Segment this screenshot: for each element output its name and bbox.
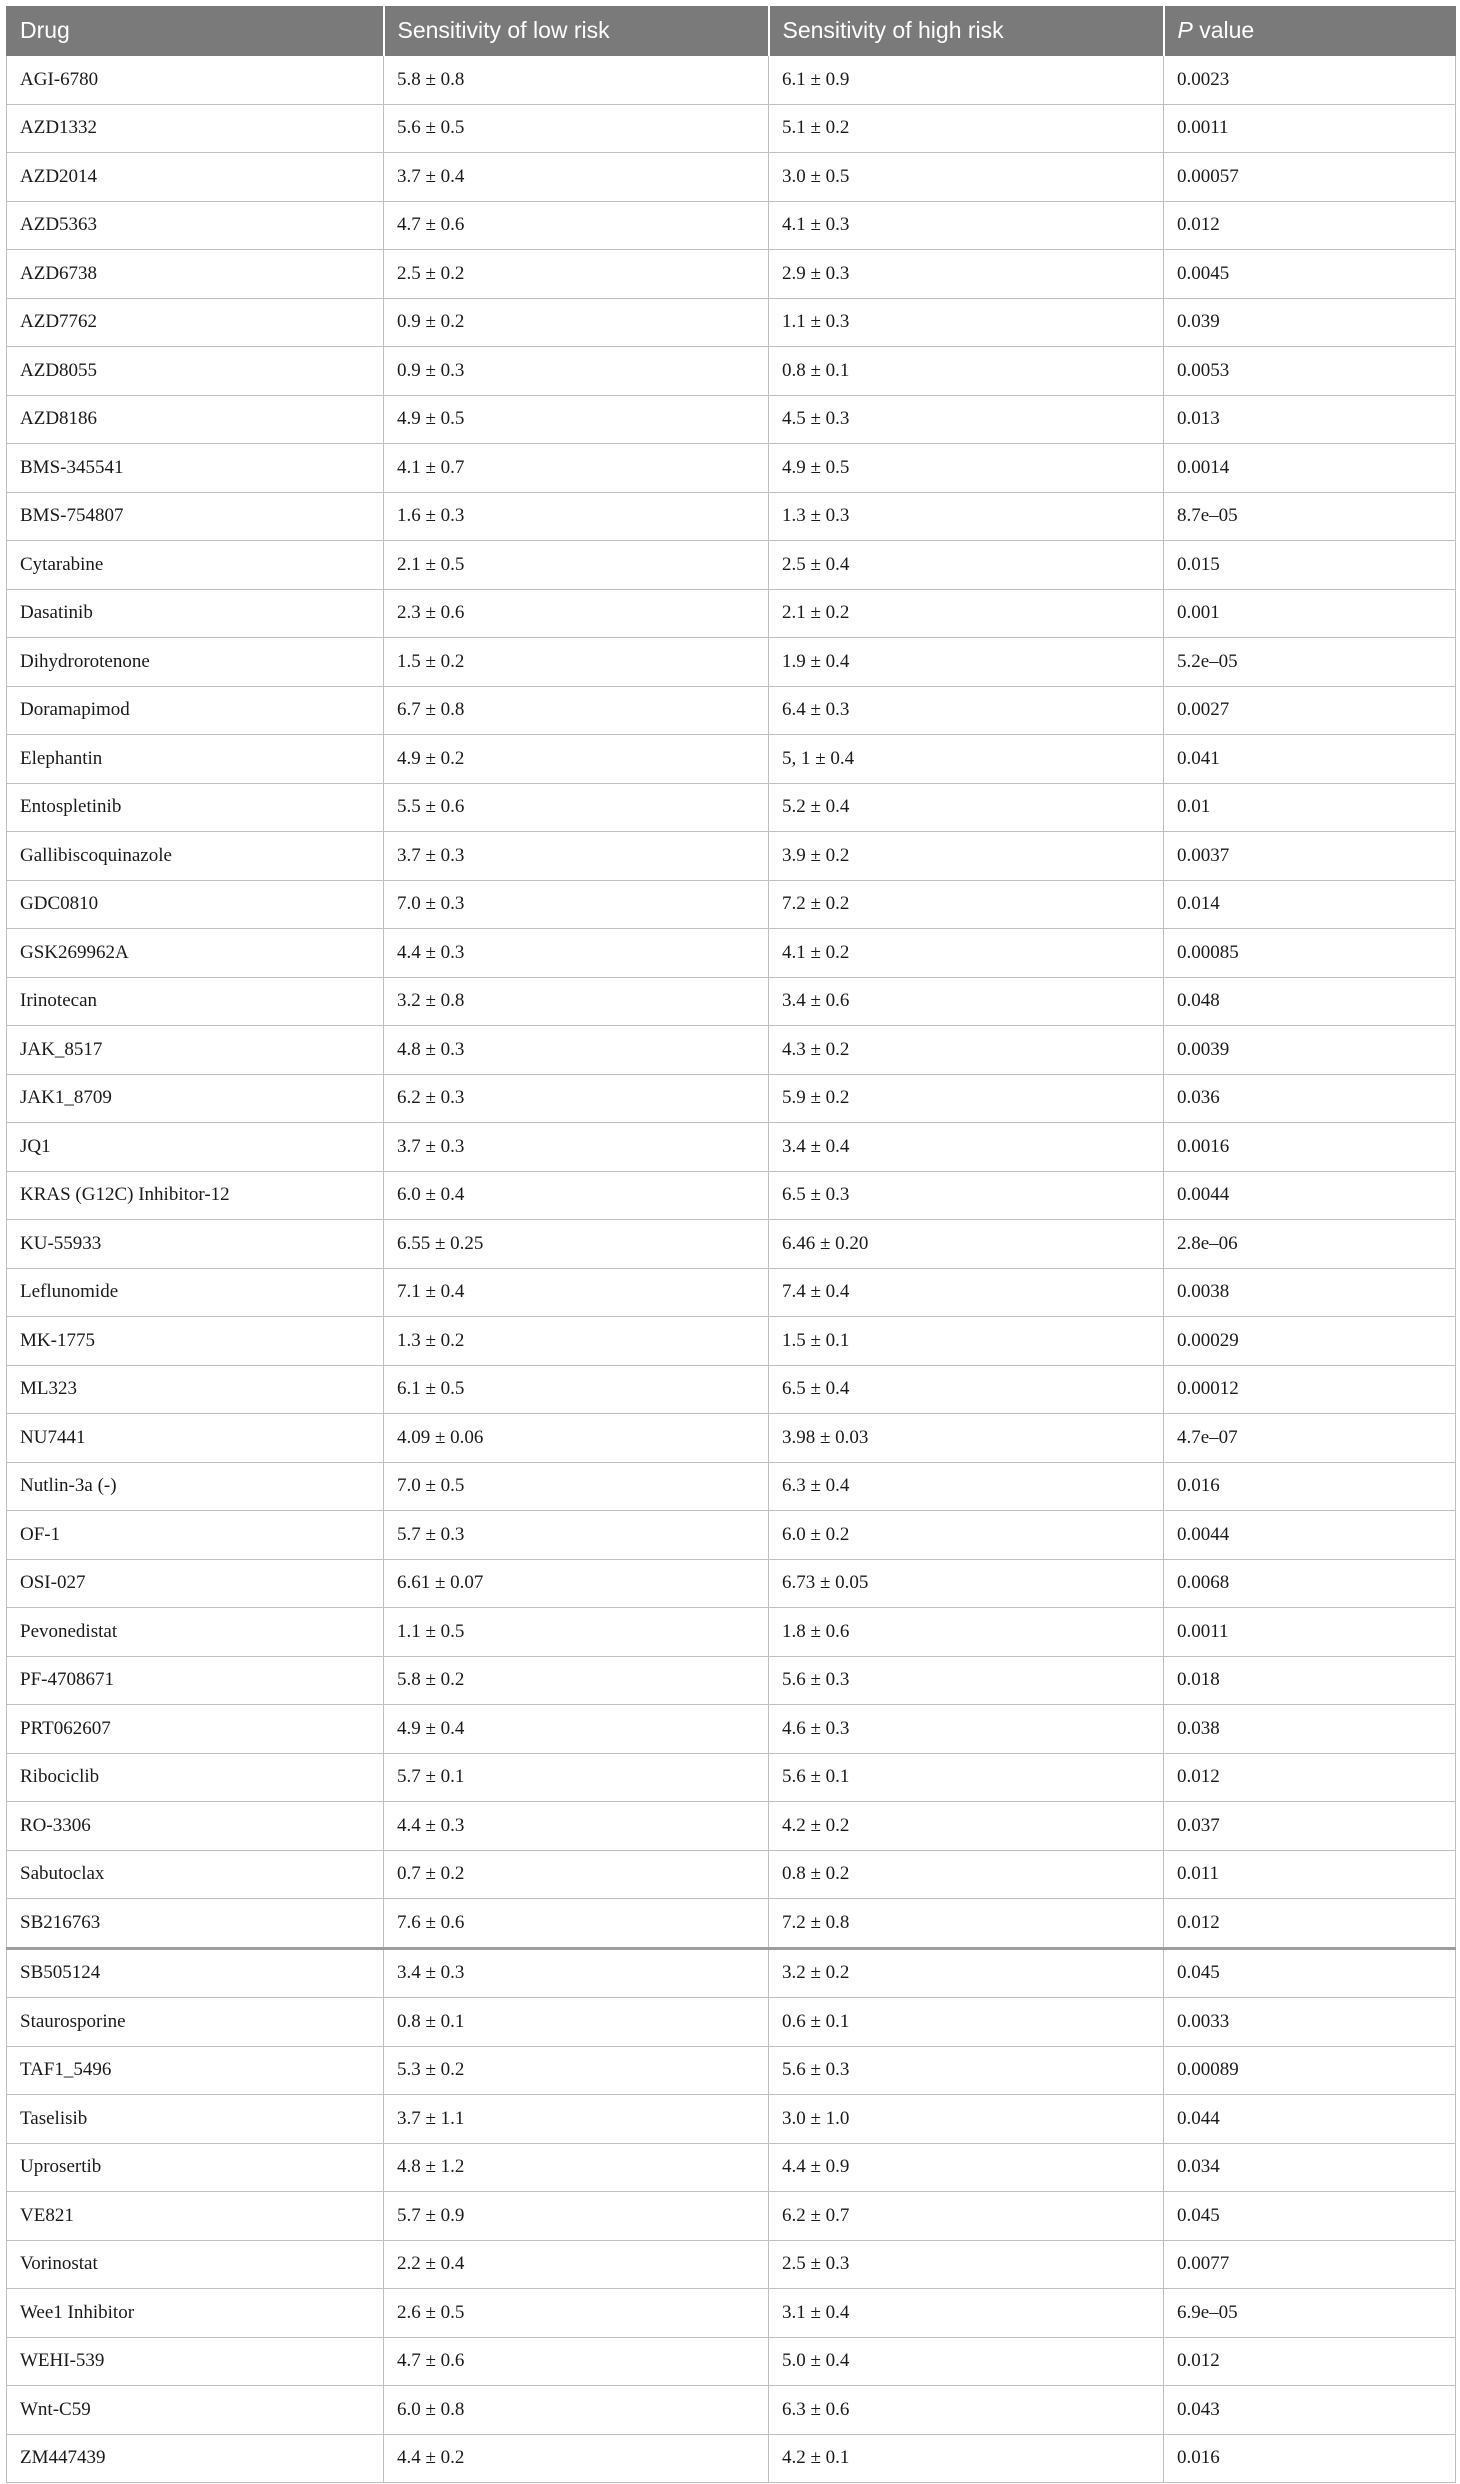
p-value-cell: 0.0053 — [1164, 347, 1456, 396]
table-row — [7, 2289, 1456, 2338]
high-risk-sensitivity-cell: 1.5 ± 0.1 — [769, 1317, 1164, 1366]
p-value-cell: 0.016 — [1164, 1462, 1456, 1511]
low-risk-sensitivity-cell: 3.7 ± 0.4 — [384, 153, 769, 202]
drug-name-cell: Wnt-C59 — [7, 2386, 384, 2435]
table-row — [7, 2386, 1456, 2435]
high-risk-sensitivity-cell: 6.46 ± 0.20 — [769, 1220, 1164, 1269]
table-row — [7, 2240, 1456, 2289]
low-risk-sensitivity-cell: 7.6 ± 0.6 — [384, 1899, 769, 1949]
high-risk-sensitivity-cell: 3.4 ± 0.4 — [769, 1123, 1164, 1172]
high-risk-sensitivity-cell: 0.6 ± 0.1 — [769, 1998, 1164, 2047]
low-risk-sensitivity-cell: 6.55 ± 0.25 — [384, 1220, 769, 1269]
high-risk-sensitivity-cell: 6.1 ± 0.9 — [769, 56, 1164, 105]
high-risk-sensitivity-cell: 4.6 ± 0.3 — [769, 1705, 1164, 1754]
low-risk-sensitivity-cell: 1.6 ± 0.3 — [384, 492, 769, 541]
table-row — [7, 2095, 1456, 2144]
p-value-cell: 0.016 — [1164, 2434, 1456, 2483]
table-row — [7, 1220, 1456, 1269]
drug-name-cell: AZD2014 — [7, 153, 384, 202]
drug-name-cell: SB216763 — [7, 1899, 384, 1949]
low-risk-sensitivity-cell: 3.7 ± 1.1 — [384, 2095, 769, 2144]
low-risk-sensitivity-cell: 4.9 ± 0.4 — [384, 1705, 769, 1754]
high-risk-sensitivity-cell: 1.1 ± 0.3 — [769, 298, 1164, 347]
p-value-cell: 5.2e–05 — [1164, 638, 1456, 687]
p-value-cell: 0.00012 — [1164, 1365, 1456, 1414]
table-row — [7, 638, 1456, 687]
table-row — [7, 1656, 1456, 1705]
table-row — [7, 395, 1456, 444]
p-value-cell: 0.0068 — [1164, 1559, 1456, 1608]
high-risk-sensitivity-cell: 2.1 ± 0.2 — [769, 589, 1164, 638]
high-risk-sensitivity-cell: 3.2 ± 0.2 — [769, 1948, 1164, 1998]
low-risk-sensitivity-cell: 0.9 ± 0.3 — [384, 347, 769, 396]
low-risk-sensitivity-cell: 4.4 ± 0.3 — [384, 1802, 769, 1851]
drug-name-cell: PRT062607 — [7, 1705, 384, 1754]
drug-name-cell: Ribociclib — [7, 1753, 384, 1802]
high-risk-sensitivity-cell: 5, 1 ± 0.4 — [769, 735, 1164, 784]
high-risk-sensitivity-cell: 5.9 ± 0.2 — [769, 1074, 1164, 1123]
low-risk-sensitivity-cell: 5.8 ± 0.8 — [384, 56, 769, 105]
high-risk-sensitivity-cell: 4.1 ± 0.3 — [769, 201, 1164, 250]
p-value-cell: 0.0023 — [1164, 56, 1456, 105]
low-risk-sensitivity-cell: 4.8 ± 0.3 — [384, 1026, 769, 1075]
low-risk-sensitivity-cell: 5.7 ± 0.1 — [384, 1753, 769, 1802]
table-row — [7, 56, 1456, 105]
high-risk-sensitivity-cell: 3.9 ± 0.2 — [769, 832, 1164, 881]
table-header — [7, 6, 1456, 56]
p-value-cell: 0.044 — [1164, 2095, 1456, 2144]
p-value-cell: 0.034 — [1164, 2143, 1456, 2192]
header-sensitivity-low-risk: Sensitivity of low risk — [384, 6, 769, 56]
drug-name-cell: Pevonedistat — [7, 1608, 384, 1657]
drug-name-cell: NU7441 — [7, 1414, 384, 1463]
drug-name-cell: AZD8186 — [7, 395, 384, 444]
low-risk-sensitivity-cell: 1.3 ± 0.2 — [384, 1317, 769, 1366]
high-risk-sensitivity-cell: 4.3 ± 0.2 — [769, 1026, 1164, 1075]
table-row — [7, 1608, 1456, 1657]
low-risk-sensitivity-cell: 5.8 ± 0.2 — [384, 1656, 769, 1705]
low-risk-sensitivity-cell: 4.9 ± 0.2 — [384, 735, 769, 784]
high-risk-sensitivity-cell: 5.2 ± 0.4 — [769, 783, 1164, 832]
p-value-cell: 0.012 — [1164, 1753, 1456, 1802]
low-risk-sensitivity-cell: 4.8 ± 1.2 — [384, 2143, 769, 2192]
header-p-italic: P — [1177, 17, 1193, 43]
high-risk-sensitivity-cell: 5.6 ± 0.1 — [769, 1753, 1164, 1802]
drug-name-cell: Wee1 Inhibitor — [7, 2289, 384, 2338]
table-row — [7, 2046, 1456, 2095]
p-value-cell: 0.0044 — [1164, 1171, 1456, 1220]
high-risk-sensitivity-cell: 5.1 ± 0.2 — [769, 104, 1164, 153]
low-risk-sensitivity-cell: 4.4 ± 0.2 — [384, 2434, 769, 2483]
p-value-cell: 0.045 — [1164, 2192, 1456, 2241]
drug-name-cell: SB505124 — [7, 1948, 384, 1998]
high-risk-sensitivity-cell: 3.0 ± 1.0 — [769, 2095, 1164, 2144]
p-value-cell: 0.012 — [1164, 201, 1456, 250]
drug-name-cell: Entospletinib — [7, 783, 384, 832]
table-row — [7, 1317, 1456, 1366]
drug-name-cell: Leflunomide — [7, 1268, 384, 1317]
drug-name-cell: Gallibiscoquinazole — [7, 832, 384, 881]
drug-name-cell: OF-1 — [7, 1511, 384, 1560]
high-risk-sensitivity-cell: 4.2 ± 0.1 — [769, 2434, 1164, 2483]
low-risk-sensitivity-cell: 4.4 ± 0.3 — [384, 929, 769, 978]
drug-name-cell: Dasatinib — [7, 589, 384, 638]
low-risk-sensitivity-cell: 6.7 ± 0.8 — [384, 686, 769, 735]
p-value-cell: 0.012 — [1164, 1899, 1456, 1949]
low-risk-sensitivity-cell: 3.7 ± 0.3 — [384, 1123, 769, 1172]
drug-name-cell: BMS-345541 — [7, 444, 384, 493]
high-risk-sensitivity-cell: 4.4 ± 0.9 — [769, 2143, 1164, 2192]
high-risk-sensitivity-cell: 0.8 ± 0.2 — [769, 1850, 1164, 1899]
table-row — [7, 1074, 1456, 1123]
low-risk-sensitivity-cell: 4.7 ± 0.6 — [384, 2337, 769, 2386]
header-p-value — [1164, 6, 1456, 56]
table-row — [7, 1850, 1456, 1899]
high-risk-sensitivity-cell: 7.2 ± 0.2 — [769, 880, 1164, 929]
high-risk-sensitivity-cell: 0.8 ± 0.1 — [769, 347, 1164, 396]
high-risk-sensitivity-cell: 6.3 ± 0.6 — [769, 2386, 1164, 2435]
drug-name-cell: PF-4708671 — [7, 1656, 384, 1705]
table-row — [7, 1414, 1456, 1463]
drug-name-cell: JQ1 — [7, 1123, 384, 1172]
table-row — [7, 2192, 1456, 2241]
p-value-cell: 0.0027 — [1164, 686, 1456, 735]
table-row — [7, 589, 1456, 638]
drug-name-cell: Elephantin — [7, 735, 384, 784]
low-risk-sensitivity-cell: 3.4 ± 0.3 — [384, 1948, 769, 1998]
table-row — [7, 929, 1456, 978]
low-risk-sensitivity-cell: 0.8 ± 0.1 — [384, 1998, 769, 2047]
table-row — [7, 1948, 1456, 1998]
drug-name-cell: AZD5363 — [7, 201, 384, 250]
low-risk-sensitivity-cell: 0.7 ± 0.2 — [384, 1850, 769, 1899]
high-risk-sensitivity-cell: 1.9 ± 0.4 — [769, 638, 1164, 687]
low-risk-sensitivity-cell: 5.7 ± 0.3 — [384, 1511, 769, 1560]
high-risk-sensitivity-cell: 6.5 ± 0.3 — [769, 1171, 1164, 1220]
p-value-cell: 6.9e–05 — [1164, 2289, 1456, 2338]
drug-name-cell: VE821 — [7, 2192, 384, 2241]
high-risk-sensitivity-cell: 7.4 ± 0.4 — [769, 1268, 1164, 1317]
low-risk-sensitivity-cell: 6.61 ± 0.07 — [384, 1559, 769, 1608]
p-value-cell: 2.8e–06 — [1164, 1220, 1456, 1269]
table-row — [7, 1705, 1456, 1754]
table-body — [7, 56, 1456, 2483]
table-row — [7, 686, 1456, 735]
table-row — [7, 1899, 1456, 1949]
high-risk-sensitivity-cell: 3.98 ± 0.03 — [769, 1414, 1164, 1463]
high-risk-sensitivity-cell: 2.5 ± 0.4 — [769, 541, 1164, 590]
table-row — [7, 347, 1456, 396]
header-sensitivity-high-risk: Sensitivity of high risk — [769, 6, 1164, 56]
p-value-cell: 0.039 — [1164, 298, 1456, 347]
low-risk-sensitivity-cell: 2.6 ± 0.5 — [384, 2289, 769, 2338]
table-row — [7, 2143, 1456, 2192]
p-value-cell: 0.0016 — [1164, 1123, 1456, 1172]
low-risk-sensitivity-cell: 1.5 ± 0.2 — [384, 638, 769, 687]
low-risk-sensitivity-cell: 7.0 ± 0.3 — [384, 880, 769, 929]
p-value-cell: 0.0044 — [1164, 1511, 1456, 1560]
high-risk-sensitivity-cell: 6.2 ± 0.7 — [769, 2192, 1164, 2241]
low-risk-sensitivity-cell: 4.7 ± 0.6 — [384, 201, 769, 250]
p-value-cell: 0.00085 — [1164, 929, 1456, 978]
low-risk-sensitivity-cell: 7.0 ± 0.5 — [384, 1462, 769, 1511]
low-risk-sensitivity-cell: 0.9 ± 0.2 — [384, 298, 769, 347]
low-risk-sensitivity-cell: 4.1 ± 0.7 — [384, 444, 769, 493]
drug-name-cell: OSI-027 — [7, 1559, 384, 1608]
header-drug: Drug — [7, 6, 384, 56]
table-row — [7, 1511, 1456, 1560]
low-risk-sensitivity-cell: 6.0 ± 0.4 — [384, 1171, 769, 1220]
low-risk-sensitivity-cell: 5.6 ± 0.5 — [384, 104, 769, 153]
drug-name-cell: GSK269962A — [7, 929, 384, 978]
drug-name-cell: WEHI-539 — [7, 2337, 384, 2386]
drug-name-cell: ML323 — [7, 1365, 384, 1414]
drug-name-cell: Uprosertib — [7, 2143, 384, 2192]
high-risk-sensitivity-cell: 1.3 ± 0.3 — [769, 492, 1164, 541]
p-value-cell: 0.038 — [1164, 1705, 1456, 1754]
table-row — [7, 541, 1456, 590]
p-value-cell: 0.01 — [1164, 783, 1456, 832]
drug-name-cell: Vorinostat — [7, 2240, 384, 2289]
drug-name-cell: Cytarabine — [7, 541, 384, 590]
high-risk-sensitivity-cell: 1.8 ± 0.6 — [769, 1608, 1164, 1657]
p-value-cell: 0.014 — [1164, 880, 1456, 929]
high-risk-sensitivity-cell: 3.0 ± 0.5 — [769, 153, 1164, 202]
table-row — [7, 104, 1456, 153]
high-risk-sensitivity-cell: 2.9 ± 0.3 — [769, 250, 1164, 299]
high-risk-sensitivity-cell: 4.1 ± 0.2 — [769, 929, 1164, 978]
drug-name-cell: Taselisib — [7, 2095, 384, 2144]
low-risk-sensitivity-cell: 3.2 ± 0.8 — [384, 977, 769, 1026]
high-risk-sensitivity-cell: 6.4 ± 0.3 — [769, 686, 1164, 735]
p-value-cell: 0.0039 — [1164, 1026, 1456, 1075]
table-row — [7, 153, 1456, 202]
table-row — [7, 1365, 1456, 1414]
high-risk-sensitivity-cell: 6.3 ± 0.4 — [769, 1462, 1164, 1511]
table-row — [7, 1123, 1456, 1172]
low-risk-sensitivity-cell: 5.7 ± 0.9 — [384, 2192, 769, 2241]
drug-sensitivity-table — [6, 6, 1456, 2483]
table-row — [7, 977, 1456, 1026]
low-risk-sensitivity-cell: 2.3 ± 0.6 — [384, 589, 769, 638]
high-risk-sensitivity-cell: 6.73 ± 0.05 — [769, 1559, 1164, 1608]
low-risk-sensitivity-cell: 4.9 ± 0.5 — [384, 395, 769, 444]
high-risk-sensitivity-cell: 5.6 ± 0.3 — [769, 2046, 1164, 2095]
p-value-cell: 0.00029 — [1164, 1317, 1456, 1366]
high-risk-sensitivity-cell: 4.9 ± 0.5 — [769, 444, 1164, 493]
p-value-cell: 0.041 — [1164, 735, 1456, 784]
high-risk-sensitivity-cell: 5.0 ± 0.4 — [769, 2337, 1164, 2386]
p-value-cell: 0.00057 — [1164, 153, 1456, 202]
table-row — [7, 1268, 1456, 1317]
table-row — [7, 783, 1456, 832]
low-risk-sensitivity-cell: 4.09 ± 0.06 — [384, 1414, 769, 1463]
drug-sensitivity-table-container — [6, 6, 1455, 2483]
drug-name-cell: AZD1332 — [7, 104, 384, 153]
low-risk-sensitivity-cell: 2.1 ± 0.5 — [384, 541, 769, 590]
drug-name-cell: AZD6738 — [7, 250, 384, 299]
p-value-cell: 0.018 — [1164, 1656, 1456, 1705]
p-value-cell: 4.7e–07 — [1164, 1414, 1456, 1463]
p-value-cell: 0.0014 — [1164, 444, 1456, 493]
p-value-cell: 0.048 — [1164, 977, 1456, 1026]
drug-name-cell: AGI-6780 — [7, 56, 384, 105]
table-row — [7, 444, 1456, 493]
drug-name-cell: KRAS (G12C) Inhibitor-12 — [7, 1171, 384, 1220]
p-value-cell: 0.0033 — [1164, 1998, 1456, 2047]
p-value-cell: 0.036 — [1164, 1074, 1456, 1123]
table-row — [7, 2337, 1456, 2386]
table-row — [7, 1026, 1456, 1075]
table-row — [7, 250, 1456, 299]
table-row — [7, 1753, 1456, 1802]
low-risk-sensitivity-cell: 6.2 ± 0.3 — [384, 1074, 769, 1123]
high-risk-sensitivity-cell: 4.5 ± 0.3 — [769, 395, 1164, 444]
p-value-cell: 0.013 — [1164, 395, 1456, 444]
drug-name-cell: AZD7762 — [7, 298, 384, 347]
p-value-cell: 0.001 — [1164, 589, 1456, 638]
low-risk-sensitivity-cell: 6.0 ± 0.8 — [384, 2386, 769, 2435]
drug-name-cell: Nutlin-3a (-) — [7, 1462, 384, 1511]
p-value-cell: 0.011 — [1164, 1850, 1456, 1899]
low-risk-sensitivity-cell: 2.2 ± 0.4 — [384, 2240, 769, 2289]
p-value-cell: 0.015 — [1164, 541, 1456, 590]
p-value-cell: 0.0011 — [1164, 1608, 1456, 1657]
table-row — [7, 832, 1456, 881]
low-risk-sensitivity-cell: 5.3 ± 0.2 — [384, 2046, 769, 2095]
header-p-rest: value — [1192, 17, 1255, 43]
drug-name-cell: AZD8055 — [7, 347, 384, 396]
low-risk-sensitivity-cell: 5.5 ± 0.6 — [384, 783, 769, 832]
drug-name-cell: KU-55933 — [7, 1220, 384, 1269]
high-risk-sensitivity-cell: 4.2 ± 0.2 — [769, 1802, 1164, 1851]
low-risk-sensitivity-cell: 7.1 ± 0.4 — [384, 1268, 769, 1317]
p-value-cell: 0.0037 — [1164, 832, 1456, 881]
drug-name-cell: Dihydrorotenone — [7, 638, 384, 687]
drug-name-cell: RO-3306 — [7, 1802, 384, 1851]
table-row — [7, 298, 1456, 347]
drug-name-cell: TAF1_5496 — [7, 2046, 384, 2095]
header-row — [7, 6, 1456, 56]
p-value-cell: 0.043 — [1164, 2386, 1456, 2435]
drug-name-cell: BMS-754807 — [7, 492, 384, 541]
drug-name-cell: JAK_8517 — [7, 1026, 384, 1075]
low-risk-sensitivity-cell: 2.5 ± 0.2 — [384, 250, 769, 299]
table-row — [7, 735, 1456, 784]
p-value-cell: 0.012 — [1164, 2337, 1456, 2386]
drug-name-cell: ZM447439 — [7, 2434, 384, 2483]
p-value-cell: 8.7e–05 — [1164, 492, 1456, 541]
table-row — [7, 880, 1456, 929]
high-risk-sensitivity-cell: 5.6 ± 0.3 — [769, 1656, 1164, 1705]
table-row — [7, 1462, 1456, 1511]
drug-name-cell: Sabutoclax — [7, 1850, 384, 1899]
p-value-cell: 0.0077 — [1164, 2240, 1456, 2289]
p-value-cell: 0.037 — [1164, 1802, 1456, 1851]
low-risk-sensitivity-cell: 1.1 ± 0.5 — [384, 1608, 769, 1657]
high-risk-sensitivity-cell: 6.0 ± 0.2 — [769, 1511, 1164, 1560]
table-row — [7, 201, 1456, 250]
high-risk-sensitivity-cell: 3.1 ± 0.4 — [769, 2289, 1164, 2338]
p-value-cell: 0.0038 — [1164, 1268, 1456, 1317]
table-row — [7, 2434, 1456, 2483]
table-row — [7, 1171, 1456, 1220]
drug-name-cell: JAK1_8709 — [7, 1074, 384, 1123]
drug-name-cell: Staurosporine — [7, 1998, 384, 2047]
p-value-cell: 0.0045 — [1164, 250, 1456, 299]
drug-name-cell: Doramapimod — [7, 686, 384, 735]
table-row — [7, 1998, 1456, 2047]
drug-name-cell: Irinotecan — [7, 977, 384, 1026]
table-row — [7, 1802, 1456, 1851]
table-row — [7, 1559, 1456, 1608]
drug-name-cell: MK-1775 — [7, 1317, 384, 1366]
high-risk-sensitivity-cell: 2.5 ± 0.3 — [769, 2240, 1164, 2289]
low-risk-sensitivity-cell: 3.7 ± 0.3 — [384, 832, 769, 881]
table-row — [7, 492, 1456, 541]
high-risk-sensitivity-cell: 7.2 ± 0.8 — [769, 1899, 1164, 1949]
p-value-cell: 0.0011 — [1164, 104, 1456, 153]
low-risk-sensitivity-cell: 6.1 ± 0.5 — [384, 1365, 769, 1414]
high-risk-sensitivity-cell: 6.5 ± 0.4 — [769, 1365, 1164, 1414]
p-value-cell: 0.00089 — [1164, 2046, 1456, 2095]
drug-name-cell: GDC0810 — [7, 880, 384, 929]
p-value-cell: 0.045 — [1164, 1948, 1456, 1998]
high-risk-sensitivity-cell: 3.4 ± 0.6 — [769, 977, 1164, 1026]
